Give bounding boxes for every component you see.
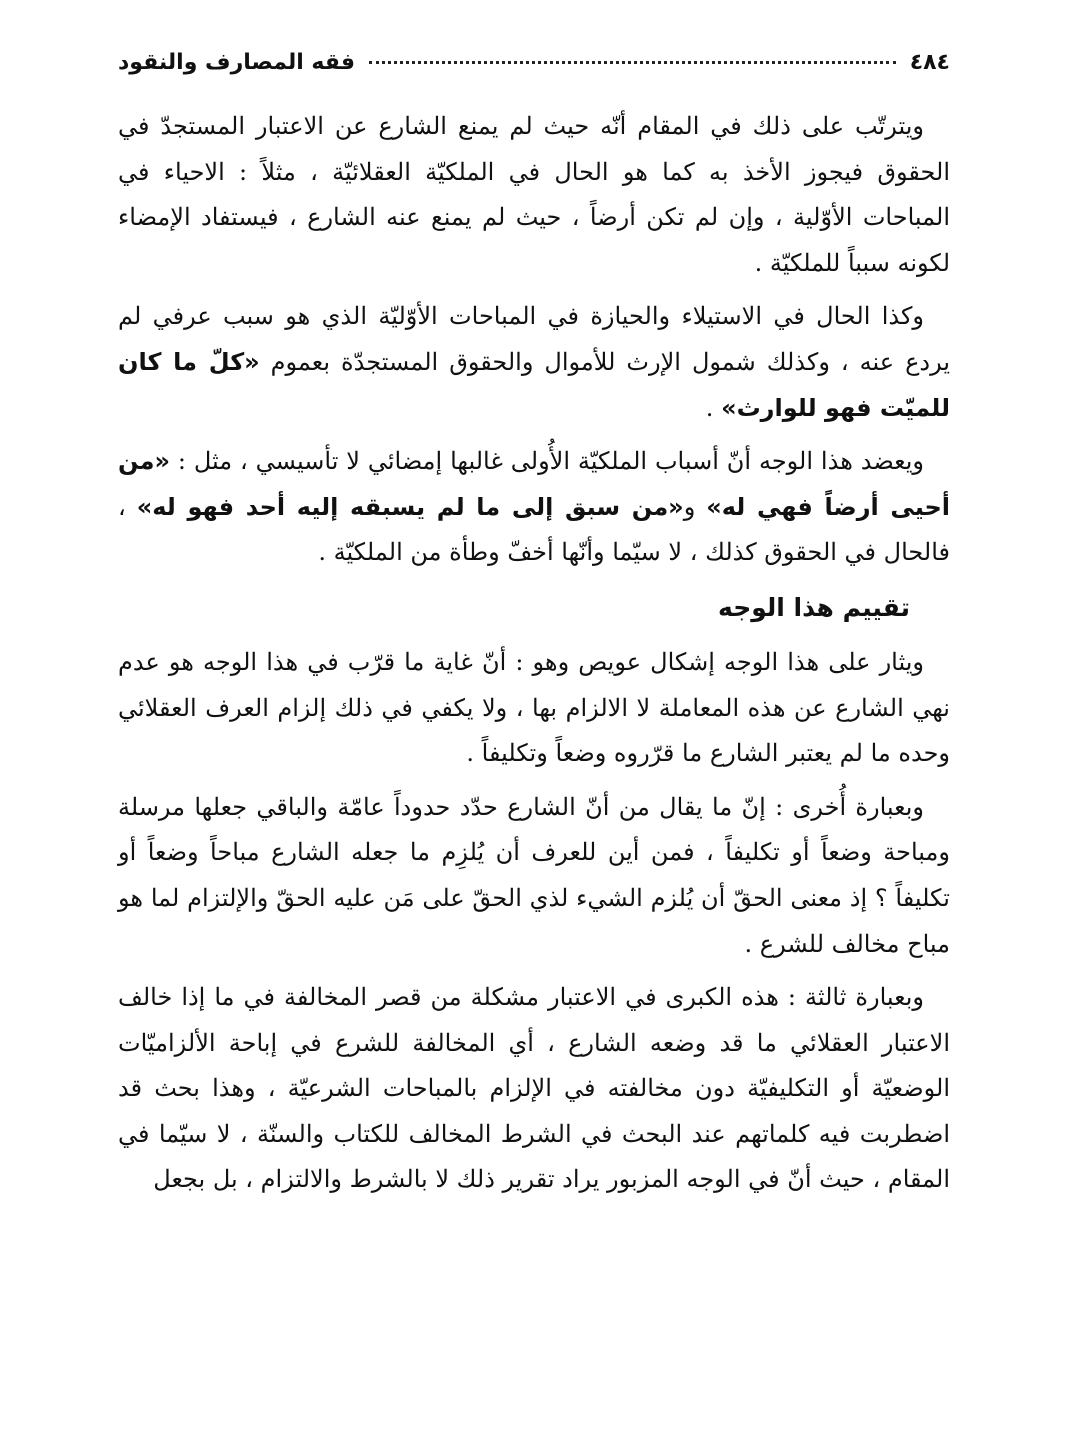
- paragraph-2-text-start: وكذا الحال في الاستيلاء والحيازة في المباحات الأوّليّة الذي هو سبب عرفي لم يردع عنه ، وكذلك شمول الإرث للأموال والحقوق المستجدّة بعموم: [118, 302, 950, 376]
- paragraph-3-conjunction: و: [683, 492, 707, 521]
- book-page: [118, 36, 950, 1419]
- hadith-quote-inheritance: «كلّ ما كان للميّت فهو للوارث»: [118, 347, 950, 422]
- dotted-leader: [369, 61, 896, 64]
- hadith-quote-revival: «من أحيى أرضاً فهي له»: [118, 447, 951, 521]
- paragraph-6: وبعبارة ثالثة : هذه الكبرى في الاعتبار مشكلة من قصر المخالفة في ما إذا خالف الاعتبار العقلائي ما قد وضعه الشارع ، أي المخالفة للشرع في إباحة الألزاميّات الوضعيّة أو التكليفيّة دون مخالفته في الإلزام بالمباحات الشرعيّة ، وهذا بحث قد اضطربت فيه كلماتهم عند البحث في الشرط المخالف للكتاب والسنّة ، لا سيّما في المقام ، حيث أنّ في الوجه المزبور يراد تقرير ذلك لا بالشرط والالتزام ، بل بجعل: [118, 983, 950, 1194]
- paragraph-3: [118, 439, 950, 576]
- section-heading: تقييم هذا الوجه: [718, 592, 910, 622]
- hadith-quote-precedence: «من سبق إلى ما لم يسبقه إليه أحد فهو له»: [136, 492, 684, 521]
- book-title: فقه المصارف والنقود: [118, 49, 355, 75]
- paragraph-2: [118, 294, 950, 431]
- paragraph-4: ويثار على هذا الوجه إشكال عويص وهو : أنّ غاية ما قرّب في هذا الوجه هو عدم نهي الشارع عن هذه المعاملة لا الالزام بها ، ولا يكفي في ذلك إلزام العرف العقلائي وحده ما لم يعتبر الشارع ما قرّروه وضعاً وتكليفاً .: [118, 647, 950, 768]
- paragraph-1: ويترتّب على ذلك في المقام أنّه حيث لم يمنع الشارع عن الاعتبار المستجدّ في الحقوق فيجوز الأخذ به كما هو الحال في الملكيّة العقلائيّة ، مثلاً : الاحياء في المباحات الأوّلية ، وإن لم تكن أرضاً ، حيث لم يمنع عنه الشارع ، فيستفاد الإمضاء لكونه سبباً للملكيّة .: [118, 112, 950, 277]
- paragraph-5: وبعبارة أُخرى : إنّ ما يقال من أنّ الشارع حدّد حدوداً عامّة والباقي جعلها مرسلة ومباحة وضعاً أو تكليفاً ، فمن أين للعرف أن يُلزِم ما جعله الشارع مباحاً وضعاً أو تكليفاً ؟ إذ معنى الحقّ أن يُلزم الشيء لذي الحقّ على مَن عليه الحقّ والإلتزام لما هو مباح مخالف للشرع .: [118, 792, 950, 958]
- paragraph-3-text-end: ، فالحال في الحقوق كذلك ، لا سيّما وأنّها أخفّ وطأة من الملكيّة .: [118, 492, 950, 567]
- running-header: [118, 36, 950, 88]
- page-body: [118, 104, 950, 1203]
- paragraph-3-text-start: ويعضد هذا الوجه أنّ أسباب الملكيّة الأُولى غالبها إمضائي لا تأسيسي ، مثل :: [169, 447, 924, 476]
- paragraph-2-text-end: .: [705, 393, 722, 422]
- page-number: ٤٨٤: [909, 49, 950, 75]
